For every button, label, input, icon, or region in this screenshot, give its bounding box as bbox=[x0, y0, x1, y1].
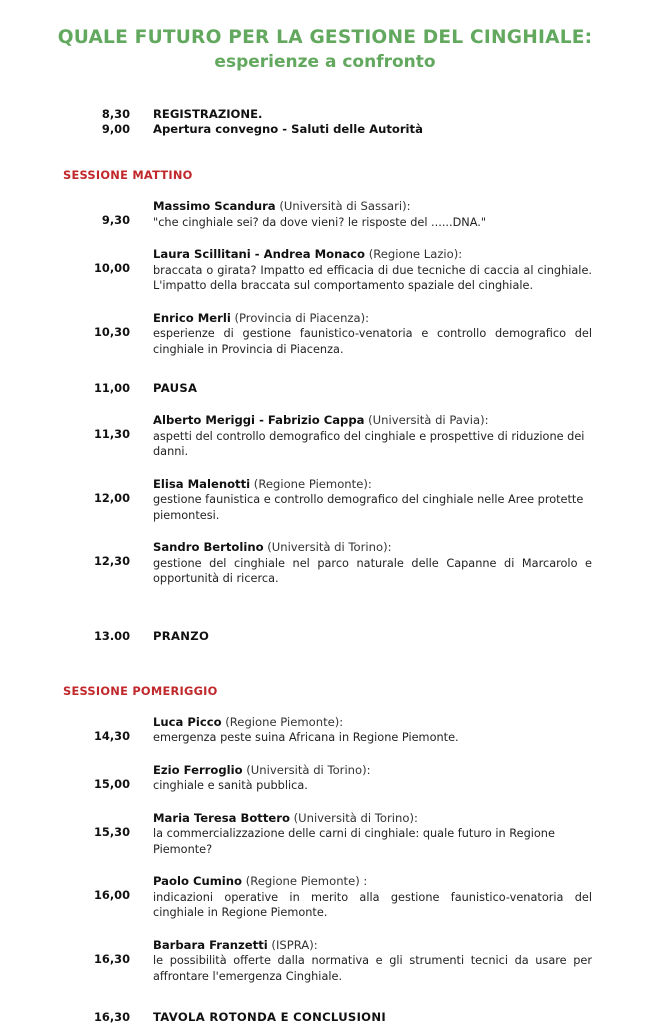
break-row-pranzo bbox=[63, 625, 592, 644]
speaker-affiliation: (Provincia di Piacenza): bbox=[234, 310, 370, 325]
talk-entry bbox=[63, 540, 592, 587]
break-body bbox=[130, 377, 592, 396]
talk-time: 12,00 bbox=[93, 490, 130, 505]
talk-entry bbox=[63, 763, 592, 794]
speaker-name: Ezio Ferroglio bbox=[153, 762, 243, 777]
break-label: PRANZO bbox=[153, 628, 210, 643]
talk-entry bbox=[63, 311, 592, 358]
speaker-affiliation: (Regione Piemonte): bbox=[253, 476, 372, 491]
talk-speaker bbox=[153, 247, 592, 263]
speaker-name: Paolo Cumino bbox=[153, 874, 242, 889]
talk-description: le possibilità offerte dalla normativa e gli strumenti tecnici da usare per affrontare l'emergenza Cinghiale. bbox=[153, 954, 592, 983]
closing-body bbox=[130, 1006, 592, 1025]
speaker-affiliation: (Regione Lazio): bbox=[368, 247, 463, 262]
talk-speaker bbox=[153, 199, 592, 215]
talk-description: braccata o girata? Impatto ed efficacia di due tecniche di caccia al cinghiale. L'impatto della braccata sul comportamento spaziale del cinghiale. bbox=[153, 263, 592, 293]
row-label: Apertura convegno - Saluti delle Autorità bbox=[153, 122, 423, 137]
talk-description: cinghiale e sanità pubblica. bbox=[153, 779, 308, 793]
section-heading-morning: SESSIONE MATTINO bbox=[63, 168, 193, 183]
talk-description: aspetti del controllo demografico del cinghiale e prospettive di riduzione dei danni. bbox=[153, 429, 585, 459]
talk-description: esperienze di gestione faunistico-venatoria e controllo demografico del cinghiale in Provincia di Piacenza. bbox=[153, 327, 592, 356]
row-body bbox=[130, 122, 592, 137]
talk-time: 15,00 bbox=[93, 776, 130, 791]
speaker-name: Massimo Scandura bbox=[153, 199, 276, 214]
talk-description: indicazioni operative in merito alla gestione faunistico-venatoria del cinghiale in Regione Piemonte. bbox=[153, 890, 592, 920]
break-label: PAUSA bbox=[153, 381, 198, 396]
row-body bbox=[130, 107, 592, 122]
section-heading-afternoon: SESSIONE POMERIGGIO bbox=[63, 683, 218, 698]
talk-time: 12,30 bbox=[93, 554, 130, 569]
talk-speaker bbox=[153, 763, 592, 779]
talk-time: 10,00 bbox=[93, 261, 130, 276]
talk-body bbox=[130, 874, 592, 921]
speaker-name: Alberto Meriggi - Fabrizio Cappa bbox=[153, 413, 365, 428]
talk-body bbox=[130, 763, 592, 794]
break-time: 11,00 bbox=[93, 381, 130, 396]
talk-body bbox=[130, 715, 592, 746]
talk-speaker bbox=[153, 540, 592, 556]
title-block bbox=[0, 0, 650, 73]
talk-time: 10,30 bbox=[93, 324, 130, 339]
speaker-affiliation: (Università di Pavia): bbox=[368, 413, 489, 428]
talk-time: 16,00 bbox=[93, 888, 130, 903]
talk-speaker bbox=[153, 874, 592, 890]
break-body bbox=[130, 625, 592, 644]
closing-row-tavola-rotonda bbox=[63, 1006, 592, 1025]
talk-entry bbox=[63, 811, 592, 858]
talk-time: 15,30 bbox=[93, 824, 130, 839]
row-time: 8,30 bbox=[101, 107, 130, 122]
talk-description: emergenza peste suina Africana in Regione Piemonte. bbox=[153, 731, 459, 745]
speaker-name: Sandro Bertolino bbox=[153, 540, 264, 555]
talk-speaker bbox=[153, 811, 592, 827]
closing-time: 16,30 bbox=[93, 1010, 130, 1025]
talk-description: "che cinghiale sei? da dove vieni? le risposte del ......DNA." bbox=[153, 215, 487, 229]
page-title: QUALE FUTURO PER LA GESTIONE DEL CINGHIALE: bbox=[57, 27, 593, 48]
closing-label: TAVOLA ROTONDA E CONCLUSIONI bbox=[153, 1010, 386, 1025]
talk-entry bbox=[63, 477, 592, 524]
speaker-affiliation: (Università di Torino): bbox=[267, 540, 392, 555]
afternoon-entries bbox=[0, 715, 650, 1025]
speaker-name: Maria Teresa Bottero bbox=[153, 810, 290, 825]
talk-body bbox=[130, 938, 592, 985]
speaker-affiliation: (Università di Torino): bbox=[246, 762, 371, 777]
talk-time: 16,30 bbox=[93, 951, 130, 966]
speaker-name: Elisa Malenotti bbox=[153, 476, 251, 491]
talk-entry bbox=[63, 715, 592, 746]
talk-speaker bbox=[153, 311, 592, 327]
speaker-name: Enrico Merli bbox=[153, 310, 231, 325]
talk-body bbox=[130, 413, 592, 460]
talk-body bbox=[130, 811, 592, 858]
talk-entry bbox=[63, 199, 592, 230]
row-label: REGISTRAZIONE. bbox=[153, 107, 263, 122]
speaker-name: Laura Scillitani - Andrea Monaco bbox=[153, 247, 366, 262]
break-row-pausa bbox=[63, 377, 592, 396]
talk-entry bbox=[63, 938, 592, 985]
talk-body bbox=[130, 311, 592, 358]
morning-entries bbox=[0, 199, 650, 644]
talk-speaker bbox=[153, 477, 592, 493]
talk-body bbox=[130, 477, 592, 524]
speaker-affiliation: (Università di Torino): bbox=[293, 810, 418, 825]
talk-entry bbox=[63, 874, 592, 921]
talk-body bbox=[130, 540, 592, 587]
speaker-name: Luca Picco bbox=[153, 714, 222, 729]
talk-speaker bbox=[153, 938, 592, 954]
talk-entry bbox=[63, 247, 592, 294]
speaker-affiliation: (Regione Piemonte): bbox=[225, 714, 344, 729]
speaker-name: Barbara Franzetti bbox=[153, 937, 268, 952]
talk-body bbox=[130, 199, 592, 230]
schedule-row bbox=[63, 107, 592, 122]
talk-time: 9,30 bbox=[101, 213, 130, 228]
talk-entry bbox=[63, 413, 592, 460]
speaker-affiliation: (ISPRA): bbox=[271, 937, 318, 952]
speaker-affiliation: (Regione Piemonte) : bbox=[245, 874, 368, 889]
page-subtitle: esperienze a confronto bbox=[214, 52, 436, 73]
opening-rows bbox=[0, 107, 650, 137]
talk-speaker bbox=[153, 413, 592, 429]
talk-time: 14,30 bbox=[93, 728, 130, 743]
talk-description: la commercializzazione delle carni di cinghiale: quale futuro in Regione Piemonte? bbox=[153, 827, 555, 856]
talk-time: 11,30 bbox=[93, 427, 130, 442]
talk-description: gestione del cinghiale nel parco naturale delle Capanne di Marcarolo e opportunità di ricerca. bbox=[153, 556, 592, 586]
talk-description: gestione faunistica e controllo demografico del cinghiale nelle Aree protette piemontesi. bbox=[153, 493, 584, 522]
speaker-affiliation: (Università di Sassari): bbox=[279, 199, 411, 214]
schedule-row bbox=[63, 122, 592, 137]
row-time: 9,00 bbox=[101, 122, 130, 137]
break-time: 13.00 bbox=[93, 628, 130, 643]
talk-body bbox=[130, 247, 592, 294]
talk-speaker bbox=[153, 715, 592, 731]
